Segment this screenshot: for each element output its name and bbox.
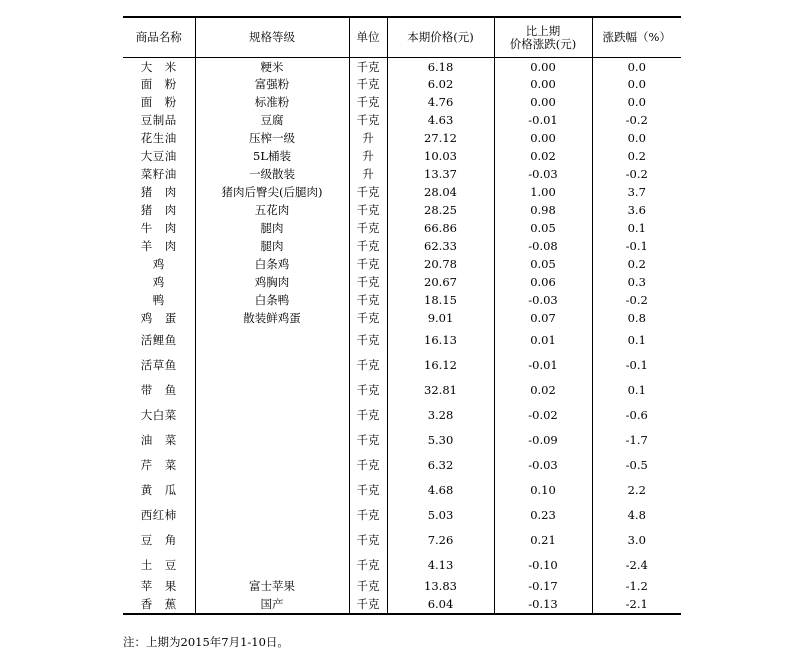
- cell-spec: [195, 403, 349, 428]
- cell-unit: 千克: [349, 503, 387, 528]
- cell-name: 菜籽油: [140, 167, 177, 182]
- cell-change: 0.00: [494, 58, 592, 76]
- header-change-line2: 价格涨跌(元): [509, 36, 577, 51]
- cell-unit: 千克: [349, 292, 387, 310]
- table-row: [123, 353, 681, 378]
- cell-change: 0.07: [494, 310, 592, 328]
- cell-spec: [195, 428, 349, 453]
- cell-change: -0.09: [494, 428, 592, 453]
- cell-name: 鸡 蛋: [140, 311, 177, 326]
- cell-name: 羊 肉: [140, 239, 177, 254]
- cell-pct: -2.4: [592, 553, 681, 578]
- table-row: [123, 220, 681, 238]
- table-row: [123, 112, 681, 130]
- cell-pct: -0.6: [592, 403, 681, 428]
- table-row: [123, 274, 681, 292]
- cell-name: 香 蕉: [123, 596, 195, 614]
- cell-unit: 千克: [349, 328, 387, 353]
- cell-unit: 千克: [349, 528, 387, 553]
- cell-unit: 千克: [349, 453, 387, 478]
- header-change: [494, 17, 592, 58]
- cell-unit: 千克: [349, 274, 387, 292]
- table-header-row: [123, 17, 681, 58]
- cell-name: 大豆油: [140, 149, 177, 164]
- table-row: [123, 478, 681, 503]
- cell-price: 9.01: [387, 310, 494, 328]
- cell-pct: 0.0: [592, 58, 681, 76]
- table-row: [123, 596, 681, 614]
- cell-pct: 0.8: [592, 310, 681, 328]
- cell-unit: 升: [349, 148, 387, 166]
- header-unit: 单位: [349, 17, 387, 58]
- cell-price: 18.15: [387, 292, 494, 310]
- cell-spec: [195, 453, 349, 478]
- cell-name: 西红柿: [140, 507, 177, 522]
- cell-change: -0.17: [494, 578, 592, 596]
- cell-unit: 千克: [349, 353, 387, 378]
- cell-spec: 豆腐: [195, 112, 349, 130]
- cell-name: 油 菜: [140, 432, 177, 447]
- cell-spec: 五花肉: [195, 202, 349, 220]
- cell-price: 4.76: [387, 94, 494, 112]
- cell-name: 苹 果: [140, 579, 177, 594]
- cell-change: 0.10: [494, 478, 592, 503]
- cell-name: 黄 瓜: [140, 482, 177, 497]
- cell-name: 花生油: [140, 131, 177, 146]
- cell-pct: 0.0: [592, 130, 681, 148]
- cell-pct: -0.2: [592, 292, 681, 310]
- cell-price: 13.37: [387, 166, 494, 184]
- cell-spec: 白条鸡: [195, 256, 349, 274]
- cell-spec: 白条鸭: [195, 292, 349, 310]
- cell-change: -0.13: [494, 596, 592, 614]
- cell-change: 0.21: [494, 528, 592, 553]
- cell-change: -0.01: [494, 353, 592, 378]
- table-row: [123, 292, 681, 310]
- cell-unit: 千克: [349, 478, 387, 503]
- cell-unit: 千克: [349, 238, 387, 256]
- cell-change: 0.01: [494, 328, 592, 353]
- cell-price: 32.81: [387, 378, 494, 403]
- cell-pct: -1.2: [592, 578, 681, 596]
- cell-spec: 粳米: [195, 58, 349, 76]
- cell-unit: 千克: [349, 378, 387, 403]
- cell-change: -0.03: [494, 166, 592, 184]
- header-name: 商品名称: [135, 30, 182, 45]
- cell-name: 豆 角: [140, 532, 177, 547]
- table-row: [123, 403, 681, 428]
- cell-change: 1.00: [494, 184, 592, 202]
- cell-change: 0.00: [494, 76, 592, 94]
- table-row: [123, 578, 681, 596]
- cell-unit: 千克: [349, 220, 387, 238]
- cell-price: 13.83: [387, 578, 494, 596]
- cell-unit: 千克: [349, 184, 387, 202]
- table-row: [123, 166, 681, 184]
- cell-change: 0.06: [494, 274, 592, 292]
- table-row: [123, 428, 681, 453]
- cell-change: 0.02: [494, 378, 592, 403]
- header-change-line1: 比上期: [525, 24, 561, 39]
- cell-spec: 猪肉后臀尖(后腿肉): [195, 184, 349, 202]
- table-row: [123, 378, 681, 403]
- cell-pct: 0.2: [592, 148, 681, 166]
- cell-pct: 0.2: [592, 256, 681, 274]
- cell-spec: 5L桶装: [195, 148, 349, 166]
- table-row: [123, 58, 681, 76]
- cell-price: 10.03: [387, 148, 494, 166]
- table-row: [123, 503, 681, 528]
- cell-pct: 3.0: [592, 528, 681, 553]
- cell-price: 62.33: [387, 238, 494, 256]
- cell-name: 带 鱼: [140, 382, 177, 397]
- cell-price: 16.12: [387, 353, 494, 378]
- cell-spec: 国产: [195, 596, 349, 614]
- cell-unit: 千克: [349, 578, 387, 596]
- table-row: [123, 130, 681, 148]
- cell-pct: 0.1: [592, 220, 681, 238]
- price-table: [123, 16, 681, 615]
- cell-unit: 千克: [349, 256, 387, 274]
- cell-pct: 0.3: [592, 274, 681, 292]
- table-row: [123, 76, 681, 94]
- cell-spec: 富士苹果: [195, 578, 349, 596]
- cell-spec: 富强粉: [195, 76, 349, 94]
- cell-unit: 千克: [349, 112, 387, 130]
- cell-spec: [195, 528, 349, 553]
- cell-price: 4.68: [387, 478, 494, 503]
- cell-spec: [195, 378, 349, 403]
- header-price: 本期价格(元): [387, 17, 494, 58]
- cell-price: 4.63: [387, 112, 494, 130]
- header-spec: 规格等级: [195, 17, 349, 58]
- table-body: [123, 58, 681, 614]
- cell-change: 0.00: [494, 130, 592, 148]
- cell-pct: -0.2: [592, 166, 681, 184]
- cell-spec: [195, 478, 349, 503]
- cell-pct: 0.1: [592, 378, 681, 403]
- table-row: [123, 202, 681, 220]
- table-row: [123, 238, 681, 256]
- table-row: [123, 94, 681, 112]
- table-row: [123, 453, 681, 478]
- cell-pct: 0.0: [592, 94, 681, 112]
- cell-pct: -1.7: [592, 428, 681, 453]
- cell-pct: 3.6: [592, 202, 681, 220]
- cell-name: 猪 肉: [140, 185, 177, 200]
- cell-unit: 千克: [349, 428, 387, 453]
- cell-name: 鸡: [152, 275, 165, 290]
- cell-spec: [195, 353, 349, 378]
- cell-price: 6.04: [387, 596, 494, 614]
- cell-price: 3.28: [387, 403, 494, 428]
- cell-name: 面 粉: [140, 77, 177, 92]
- cell-name: 牛 肉: [140, 221, 177, 236]
- cell-name: 豆制品: [140, 113, 177, 128]
- cell-change: 0.00: [494, 94, 592, 112]
- cell-pct: -2.1: [592, 596, 681, 614]
- cell-pct: -0.1: [592, 238, 681, 256]
- cell-unit: 千克: [349, 94, 387, 112]
- cell-spec: 一级散装: [195, 166, 349, 184]
- cell-price: 27.12: [387, 130, 494, 148]
- cell-unit: 千克: [349, 553, 387, 578]
- cell-pct: 3.7: [592, 184, 681, 202]
- cell-unit: 千克: [349, 403, 387, 428]
- cell-unit: 千克: [349, 310, 387, 328]
- cell-pct: -0.2: [592, 112, 681, 130]
- footnote: 注：上期为2015年7月1-10日。: [123, 635, 289, 649]
- cell-unit: 升: [349, 166, 387, 184]
- cell-change: 0.05: [494, 256, 592, 274]
- cell-price: 20.67: [387, 274, 494, 292]
- table-row: [123, 256, 681, 274]
- cell-spec: 鸡胸肉: [195, 274, 349, 292]
- cell-unit: 千克: [349, 596, 387, 614]
- cell-price: 20.78: [387, 256, 494, 274]
- cell-spec: 腿肉: [195, 238, 349, 256]
- cell-pct: 0.0: [592, 76, 681, 94]
- cell-name: 土 豆: [140, 557, 177, 572]
- cell-price: 16.13: [387, 328, 494, 353]
- table-row: [123, 553, 681, 578]
- cell-price: 6.02: [387, 76, 494, 94]
- cell-name: 面 粉: [140, 95, 177, 110]
- cell-spec: 标准粉: [195, 94, 349, 112]
- cell-spec: [195, 553, 349, 578]
- cell-price: 28.25: [387, 202, 494, 220]
- cell-spec: 腿肉: [195, 220, 349, 238]
- cell-name: 活草鱼: [140, 357, 177, 372]
- cell-change: 0.02: [494, 148, 592, 166]
- table-row: [123, 328, 681, 353]
- table-row: [123, 184, 681, 202]
- cell-price: 5.30: [387, 428, 494, 453]
- cell-price: 5.03: [387, 503, 494, 528]
- cell-spec: [195, 328, 349, 353]
- cell-pct: -0.5: [592, 453, 681, 478]
- cell-spec: [195, 503, 349, 528]
- cell-spec: 压榨一级: [195, 130, 349, 148]
- cell-spec: 散装鲜鸡蛋: [195, 310, 349, 328]
- cell-pct: 4.8: [592, 503, 681, 528]
- cell-unit: 千克: [349, 58, 387, 76]
- cell-name: 活鲤鱼: [140, 332, 177, 347]
- cell-change: 0.98: [494, 202, 592, 220]
- cell-pct: 2.2: [592, 478, 681, 503]
- cell-change: -0.01: [494, 112, 592, 130]
- cell-name: 大 米: [140, 59, 177, 74]
- cell-pct: -0.1: [592, 353, 681, 378]
- cell-name: 大白菜: [140, 407, 177, 422]
- cell-change: 0.05: [494, 220, 592, 238]
- cell-price: 28.04: [387, 184, 494, 202]
- cell-change: -0.08: [494, 238, 592, 256]
- cell-unit: 升: [349, 130, 387, 148]
- cell-unit: 千克: [349, 202, 387, 220]
- cell-name: 鸡: [152, 257, 165, 272]
- cell-price: 4.13: [387, 553, 494, 578]
- cell-change: 0.23: [494, 503, 592, 528]
- cell-change: -0.03: [494, 292, 592, 310]
- cell-pct: 0.1: [592, 328, 681, 353]
- cell-name: 芹 菜: [140, 457, 177, 472]
- table-row: [123, 310, 681, 328]
- table-row: [123, 528, 681, 553]
- cell-price: 6.32: [387, 453, 494, 478]
- cell-name: 猪 肉: [140, 203, 177, 218]
- cell-price: 6.18: [387, 58, 494, 76]
- cell-name: 鸭: [152, 293, 165, 308]
- cell-change: -0.10: [494, 553, 592, 578]
- cell-price: 66.86: [387, 220, 494, 238]
- cell-change: -0.03: [494, 453, 592, 478]
- table-row: [123, 148, 681, 166]
- header-pct: 涨跌幅（%）: [592, 17, 681, 58]
- cell-unit: 千克: [349, 76, 387, 94]
- cell-price: 7.26: [387, 528, 494, 553]
- cell-change: -0.02: [494, 403, 592, 428]
